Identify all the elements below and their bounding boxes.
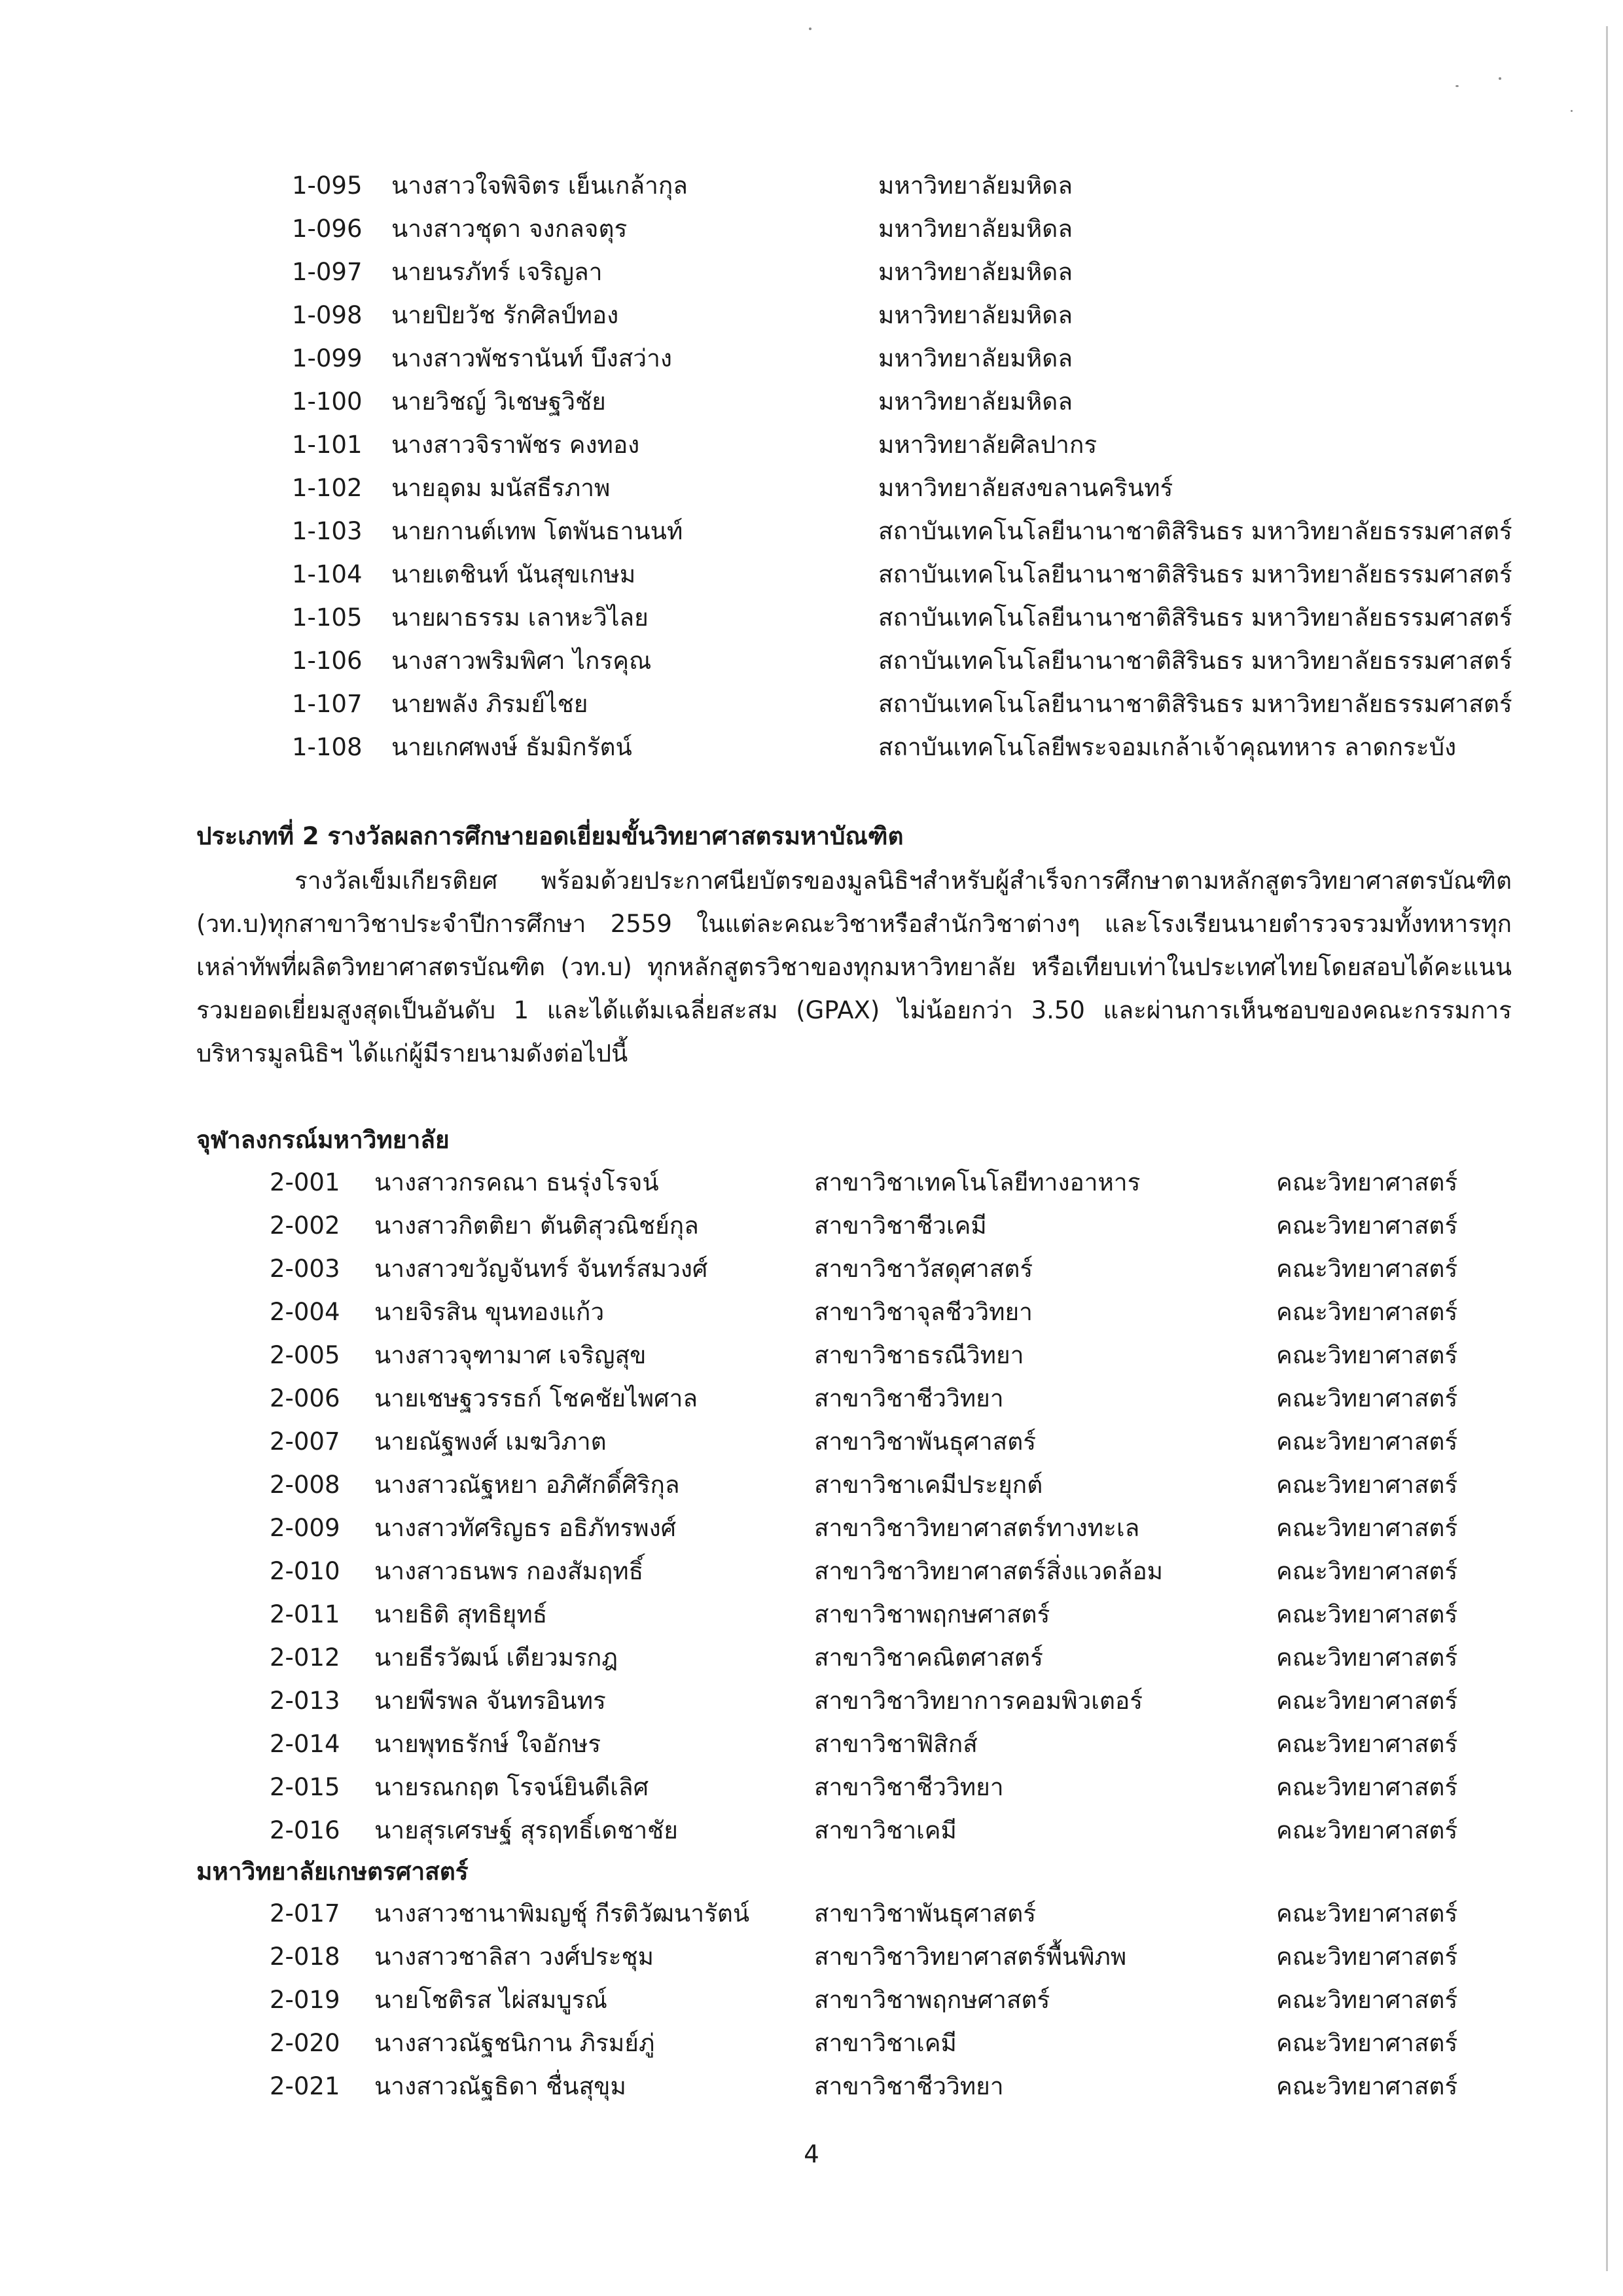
major-name: สาขาวิชาวิทยาการคอมพิวเตอร์ <box>814 1687 1143 1715</box>
award-code: 2-019 <box>270 1986 340 2014</box>
award-code: 1-102 <box>292 474 363 502</box>
major-name: สาขาวิชาชีวเคมี <box>814 1211 987 1240</box>
faculty-name: คณะวิทยาศาสตร์ <box>1276 1730 1458 1758</box>
major-name: สาขาวิชาชีววิทยา <box>814 1773 1004 1801</box>
institution-name: สถาบันเทคโนโลยีนานาชาติสิรินธร มหาวิทยาลัยธรรมศาสตร์ <box>878 647 1512 675</box>
faculty-name: คณะวิทยาศาสตร์ <box>1276 1514 1458 1542</box>
recipient-name: นายสุรเศรษฐ์ สุรฤทธิ์เดชาชัย <box>374 1816 678 1844</box>
faculty-name: คณะวิทยาศาสตร์ <box>1276 1384 1458 1412</box>
faculty-name: คณะวิทยาศาสตร์ <box>1276 1427 1458 1456</box>
major-name: สาขาวิชาวิทยาศาสตร์พื้นพิภพ <box>814 1943 1127 1971</box>
award-code: 1-108 <box>292 733 363 761</box>
recipient-name: นางสาวณัฐหยา อภิศักดิ์ศิริกุล <box>374 1471 680 1499</box>
recipient-name: นางสาวธนพร กองสัมฤทธิ์ <box>374 1557 644 1585</box>
institution-name: มหาวิทยาลัยมหิดล <box>878 344 1073 372</box>
major-name: สาขาวิชาคณิตศาสตร์ <box>814 1643 1043 1672</box>
recipient-name: นางสาวณัฐธิดา ชื่นสุขุม <box>374 2072 626 2100</box>
recipient-name: นายนรภัทร์ เจริญลา <box>391 258 603 286</box>
major-name: สาขาวิชาจุลชีววิทยา <box>814 1298 1033 1326</box>
faculty-name: คณะวิทยาศาสตร์ <box>1276 1168 1458 1196</box>
scan-speck <box>1455 85 1459 87</box>
recipient-name: นายโชติรส ไผ่สมบูรณ์ <box>374 1986 607 2014</box>
recipient-name: นายจิรสิน ขุนทองแก้ว <box>374 1298 605 1326</box>
award-code: 2-003 <box>270 1255 340 1283</box>
institution-name: สถาบันเทคโนโลยีนานาชาติสิรินธร มหาวิทยาลัยธรรมศาสตร์ <box>878 560 1512 588</box>
award-code: 1-099 <box>292 344 363 372</box>
recipient-name: นายณัฐพงศ์ เมฆวิภาต <box>374 1427 607 1456</box>
institution-name: มหาวิทยาลัยสงขลานครินทร์ <box>878 474 1173 502</box>
major-name: สาขาวิชาพฤกษศาสตร์ <box>814 1986 1050 2014</box>
institution-name: มหาวิทยาลัยมหิดล <box>878 171 1073 200</box>
award-code: 2-009 <box>270 1514 340 1542</box>
major-name: สาขาวิชาชีววิทยา <box>814 1384 1004 1412</box>
faculty-name: คณะวิทยาศาสตร์ <box>1276 1773 1458 1801</box>
award-code: 1-095 <box>292 171 363 200</box>
award-code: 1-104 <box>292 560 363 588</box>
award-code: 1-106 <box>292 647 363 675</box>
award-code: 2-004 <box>270 1298 340 1326</box>
faculty-name: คณะวิทยาศาสตร์ <box>1276 1986 1458 2014</box>
institution-name: มหาวิทยาลัยมหิดล <box>878 215 1073 243</box>
scan-edge-line <box>1606 26 1608 2271</box>
award-code: 2-010 <box>270 1557 340 1585</box>
major-name: สาขาวิชาพันธุศาสตร์ <box>814 1427 1037 1456</box>
page-number: 4 <box>804 2140 819 2168</box>
award-code: 1-097 <box>292 258 363 286</box>
award-code: 2-011 <box>270 1600 340 1628</box>
award-code: 2-020 <box>270 2029 340 2057</box>
institution-name: มหาวิทยาลัยมหิดล <box>878 258 1073 286</box>
award-code: 2-012 <box>270 1643 340 1672</box>
recipient-name: นางสาวชุดา จงกลจตุร <box>391 215 628 243</box>
faculty-name: คณะวิทยาศาสตร์ <box>1276 1816 1458 1844</box>
faculty-name: คณะวิทยาศาสตร์ <box>1276 1899 1458 1928</box>
award-code: 2-018 <box>270 1943 340 1971</box>
award-code: 2-017 <box>270 1899 340 1928</box>
major-name: สาขาวิชาวิทยาศาสตร์สิ่งแวดล้อม <box>814 1557 1164 1585</box>
institution-name: สถาบันเทคโนโลยีนานาชาติสิรินธร มหาวิทยาลัยธรรมศาสตร์ <box>878 517 1512 545</box>
institution-name: มหาวิทยาลัยมหิดล <box>878 387 1073 416</box>
recipient-name: นายปิยวัช รักศิลป์ทอง <box>391 301 619 329</box>
recipient-name: นายเชษฐวรรธก์ โชคชัยไพศาล <box>374 1384 698 1412</box>
faculty-name: คณะวิทยาศาสตร์ <box>1276 1298 1458 1326</box>
scan-speck <box>1571 110 1573 112</box>
recipient-name: นางสาวกิตติยา ตันติสุวณิชย์กุล <box>374 1211 699 1240</box>
faculty-name: คณะวิทยาศาสตร์ <box>1276 1687 1458 1715</box>
university-heading-chula: จุฬาลงกรณ์มหาวิทยาลัย <box>196 1126 450 1154</box>
institution-name: มหาวิทยาลัยมหิดล <box>878 301 1073 329</box>
faculty-name: คณะวิทยาศาสตร์ <box>1276 1211 1458 1240</box>
scan-speck <box>1499 77 1501 80</box>
university-heading-ku: มหาวิทยาลัยเกษตรศาสตร์ <box>196 1857 469 1886</box>
major-name: สาขาวิชาวิทยาศาสตร์ทางทะเล <box>814 1514 1140 1542</box>
award-code: 2-002 <box>270 1211 340 1240</box>
recipient-name: นายเตชินท์ นันสุขเกษม <box>391 560 636 588</box>
section2-paragraph <box>196 859 1512 1075</box>
recipient-name: นางสาวใจพิจิตร เย็นเกล้ากุล <box>391 171 688 200</box>
award-code: 2-008 <box>270 1471 340 1499</box>
major-name: สาขาวิชาเทคโนโลยีทางอาหาร <box>814 1168 1141 1196</box>
recipient-name: นายเกศพงษ์ ธัมมิกรัตน์ <box>391 733 632 761</box>
major-name: สาขาวิชาพฤกษศาสตร์ <box>814 1600 1050 1628</box>
award-code: 1-105 <box>292 603 363 632</box>
award-code: 1-101 <box>292 431 363 459</box>
institution-name: สถาบันเทคโนโลยีพระจอมเกล้าเจ้าคุณทหาร ลาดกระบัง <box>878 733 1457 761</box>
recipient-name: นางสาวกรคณา ธนรุ่งโรจน์ <box>374 1168 659 1196</box>
recipient-name: นางสาวจิราพัชร คงทอง <box>391 431 640 459</box>
recipient-name: นายพุทธรักษ์ ใจอักษร <box>374 1730 601 1758</box>
recipient-name: นายรณกฤต โรจน์ยินดีเลิศ <box>374 1773 649 1801</box>
award-code: 2-007 <box>270 1427 340 1456</box>
recipient-name: นายผาธรรม เลาหะวิไลย <box>391 603 649 632</box>
recipient-name: นางสาวชานาพิมญชุ์ กีรติวัฒนารัตน์ <box>374 1899 750 1928</box>
recipient-name: นายวิชญ์ วิเชษฐวิชัย <box>391 387 606 416</box>
faculty-name: คณะวิทยาศาสตร์ <box>1276 1643 1458 1672</box>
award-code: 2-014 <box>270 1730 340 1758</box>
recipient-name: นางสาวขวัญจันทร์ จันทร์สมวงศ์ <box>374 1255 708 1283</box>
award-code: 2-015 <box>270 1773 340 1801</box>
award-code: 2-013 <box>270 1687 340 1715</box>
award-code: 2-006 <box>270 1384 340 1412</box>
recipient-name: นายอุดม มนัสธีรภาพ <box>391 474 611 502</box>
award-code: 2-021 <box>270 2072 340 2100</box>
award-code: 2-016 <box>270 1816 340 1844</box>
recipient-name: นายพลัง ภิรมย์ไชย <box>391 690 588 718</box>
section2-heading: ประเภทที่ 2 รางวัลผลการศึกษายอดเยี่ยมขั้นวิทยาศาสตรมหาบัณฑิต <box>196 822 904 850</box>
award-code: 2-001 <box>270 1168 340 1196</box>
major-name: สาขาวิชาเคมี <box>814 2029 957 2057</box>
major-name: สาขาวิชาเคมีประยุกต์ <box>814 1471 1043 1499</box>
institution-name: สถาบันเทคโนโลยีนานาชาติสิรินธร มหาวิทยาลัยธรรมศาสตร์ <box>878 690 1512 718</box>
award-code: 1-103 <box>292 517 363 545</box>
recipient-name: นางสาวพริมพิศา ไกรคุณ <box>391 647 652 675</box>
recipient-name: นายกานต์เทพ โตพันธานนท์ <box>391 517 683 545</box>
award-code: 1-098 <box>292 301 363 329</box>
faculty-name: คณะวิทยาศาสตร์ <box>1276 1600 1458 1628</box>
faculty-name: คณะวิทยาศาสตร์ <box>1276 1557 1458 1585</box>
recipient-name: นางสาวพัชรานันท์ บึงสว่าง <box>391 344 672 372</box>
recipient-name: นางสาวทัศริญธร อธิภัทรพงศ์ <box>374 1514 677 1542</box>
faculty-name: คณะวิทยาศาสตร์ <box>1276 1943 1458 1971</box>
major-name: สาขาวิชาธรณีวิทยา <box>814 1341 1024 1369</box>
recipient-name: นายพีรพล จันทรอินทร <box>374 1687 606 1715</box>
major-name: สาขาวิชาเคมี <box>814 1816 957 1844</box>
faculty-name: คณะวิทยาศาสตร์ <box>1276 1255 1458 1283</box>
faculty-name: คณะวิทยาศาสตร์ <box>1276 1471 1458 1499</box>
scan-speck <box>809 27 812 30</box>
section2-paragraph-text: รางวัลเข็มเกียรติยศ พร้อมด้วยประกาศนียบัตรของมูลนิธิฯสำหรับผู้สำเร็จการศึกษาตามหลักสูตรวิทยาศาสตรบัณฑิต (วท.บ)ทุกสาขาวิชาประจำปีการศึกษา 2559 ในแต่ละคณะวิชาหรือสำนักวิชาต่างๆ และโรงเรียนนายตำรวจรวมทั้งทหารทุกเหล่าทัพที่ผลิตวิทยาศาสตรบัณฑิต (วท.บ) ทุกหลักสูตรวิชาของทุกมหาวิทยาลัย หรือเทียบเท่าในประเทศไทยโดยสอบได้คะแนนรวมยอดเยี่ยมสูงสุดเป็นอันดับ 1 และได้แต้มเฉลี่ยสะสม (GPAX) ไม่น้อยกว่า 3.50 และผ่านการเห็นชอบของคณะกรรมการบริหารมูลนิธิฯ ได้แก่ผู้มีรายนามดังต่อไปนี้ <box>196 867 1512 1067</box>
institution-name: มหาวิทยาลัยศิลปากร <box>878 431 1097 459</box>
award-code: 1-107 <box>292 690 363 718</box>
recipient-name: นางสาวณัฐชนิกาน ภิรมย์ภู่ <box>374 2029 655 2057</box>
institution-name: สถาบันเทคโนโลยีนานาชาติสิรินธร มหาวิทยาลัยธรรมศาสตร์ <box>878 603 1512 632</box>
recipient-name: นางสาวจุฑามาศ เจริญสุข <box>374 1341 647 1369</box>
major-name: สาขาวิชาชีววิทยา <box>814 2072 1004 2100</box>
recipient-name: นายธีรวัฒน์ เตียวมรกฎ <box>374 1643 618 1672</box>
major-name: สาขาวิชาฟิสิกส์ <box>814 1730 978 1758</box>
major-name: สาขาวิชาพันธุศาสตร์ <box>814 1899 1037 1928</box>
award-code: 1-096 <box>292 215 363 243</box>
award-code: 1-100 <box>292 387 363 416</box>
faculty-name: คณะวิทยาศาสตร์ <box>1276 2029 1458 2057</box>
recipient-name: นางสาวชาลิสา วงศ์ประชุม <box>374 1943 654 1971</box>
recipient-name: นายธิติ สุทธิยุทธ์ <box>374 1600 548 1628</box>
faculty-name: คณะวิทยาศาสตร์ <box>1276 1341 1458 1369</box>
faculty-name: คณะวิทยาศาสตร์ <box>1276 2072 1458 2100</box>
award-code: 2-005 <box>270 1341 340 1369</box>
major-name: สาขาวิชาวัสดุศาสตร์ <box>814 1255 1033 1283</box>
